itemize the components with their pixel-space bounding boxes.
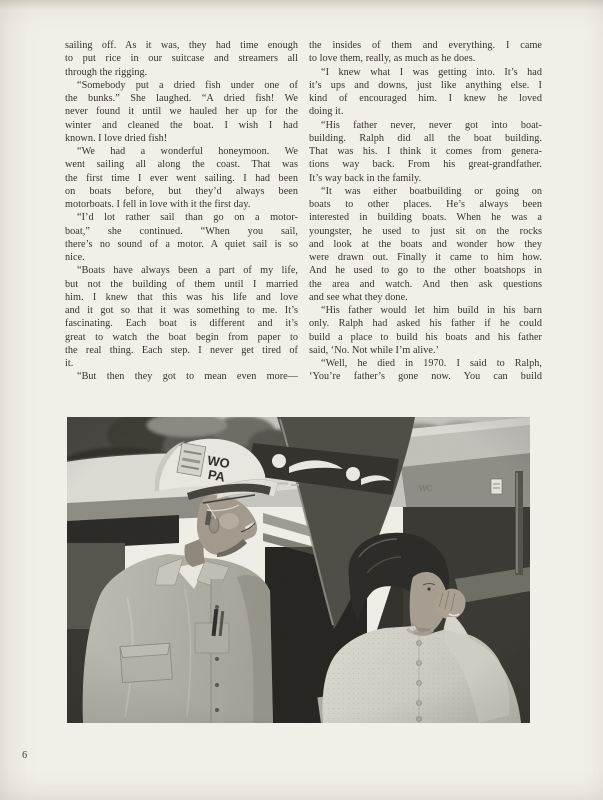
text-line: on boats before, but they’d always been	[65, 185, 298, 197]
text-line: ‘You’re father’s gone now. You can build	[309, 371, 542, 383]
text-line: it.	[65, 358, 74, 369]
text-line: went sailing all along the coast. That was	[65, 159, 298, 171]
text-line: building. Ralph did all the boat building.	[309, 132, 542, 144]
text-line: tions way back. From his great-grandfather.	[309, 159, 542, 171]
text-line: known. I love dried fish!	[65, 132, 168, 144]
text-line: only. Ralph had asked his father if he could	[309, 318, 542, 330]
text-line: to love them, really, as much as he does.	[309, 53, 476, 65]
text-line: said, ‘No. Not while I’m alive.’	[309, 344, 440, 356]
text-line: and look at the boats and wonder how they	[309, 238, 542, 250]
text-line: there’s no sound of a motor. A quiet sail is so	[65, 238, 298, 250]
text-line: the bunks.” She laughed. “A dried fish! We	[65, 93, 298, 104]
text-line: “His father would let him build in his barn	[321, 305, 542, 316]
text-line: it’s ups and downs, just like anything else. I	[309, 79, 542, 91]
text-line: “Boats have always been a part of my life,	[77, 265, 298, 277]
text-line: “We had a wonderful honeymoon. We	[77, 146, 298, 157]
text-line: through the rigging.	[65, 66, 148, 78]
text-line: “Somebody put a dried fish under one of	[77, 79, 298, 91]
text-line: the real thing. Each step. I never get tired of	[65, 344, 298, 356]
text-line: “His father never, never got into boat-	[321, 119, 542, 131]
text-line: motorboats. I fell in love with it the first day.	[65, 199, 251, 210]
text-line: fascinating. Each boat is different and it’s	[65, 318, 298, 330]
text-line: “It was either boatbuilding or going on	[321, 185, 542, 197]
text-line: great to watch the boat begin from paper to	[65, 331, 298, 343]
text-line: him. I knew that this was his life and love	[65, 291, 298, 303]
text-line: the area and watch. And then ask questions	[309, 278, 542, 290]
page-number: 6	[22, 750, 28, 761]
article-columns	[65, 39, 542, 384]
photo	[67, 417, 530, 723]
text-line: the insides of them and everything. I came	[309, 40, 542, 51]
text-line: “But then they got to mean even more—	[77, 371, 298, 383]
photo-illustration	[67, 417, 530, 723]
text-line: “I’d lot rather sail than go on a motor-	[77, 212, 298, 224]
text-line: youngster, he used to just sit on the rocks	[309, 225, 542, 237]
text-line: winter and cleaned the boat. I wish I had	[65, 119, 298, 131]
text-line: “Well, he died in 1970. I said to Ralph,	[321, 358, 542, 369]
text-line: doing it.	[309, 106, 344, 118]
column-right	[309, 39, 542, 384]
text-line: boat,” she continued. “When you sail,	[65, 225, 298, 237]
text-line: sailing off. As it was, they had time enough	[65, 40, 298, 51]
text-line: build a place to build his boats and his father	[309, 331, 542, 343]
text-line: And he used to go to the other boatshops in	[309, 265, 542, 277]
text-line: were drawn out. Finally it came to him how.	[309, 252, 542, 263]
text-line: to put rice in our suitcase and streamers all	[65, 53, 298, 65]
text-line: but not the building of them until I married	[65, 278, 298, 290]
photo-vignette	[67, 417, 530, 723]
text-line: “I knew what I was getting into. It’s had	[321, 66, 542, 78]
text-line: never found it until we hauled her up for the	[65, 106, 298, 118]
text-line: kind of encouraged him. I knew he loved	[309, 93, 542, 104]
text-line: interested in building boats. When he was a	[309, 212, 542, 224]
text-line: It’s way back in the family.	[309, 172, 422, 184]
text-line: boats to other places. He’s always been	[309, 199, 542, 210]
text-line: and see what they done.	[309, 291, 408, 303]
text-line: That was his. I think it comes from genera-	[309, 146, 542, 157]
text-line: the first time I ever went sailing. I had been	[65, 172, 298, 184]
column-left	[65, 39, 298, 384]
text-line: nice.	[65, 252, 85, 263]
text-line: and it got so that it was something to me. It’s	[65, 305, 298, 316]
